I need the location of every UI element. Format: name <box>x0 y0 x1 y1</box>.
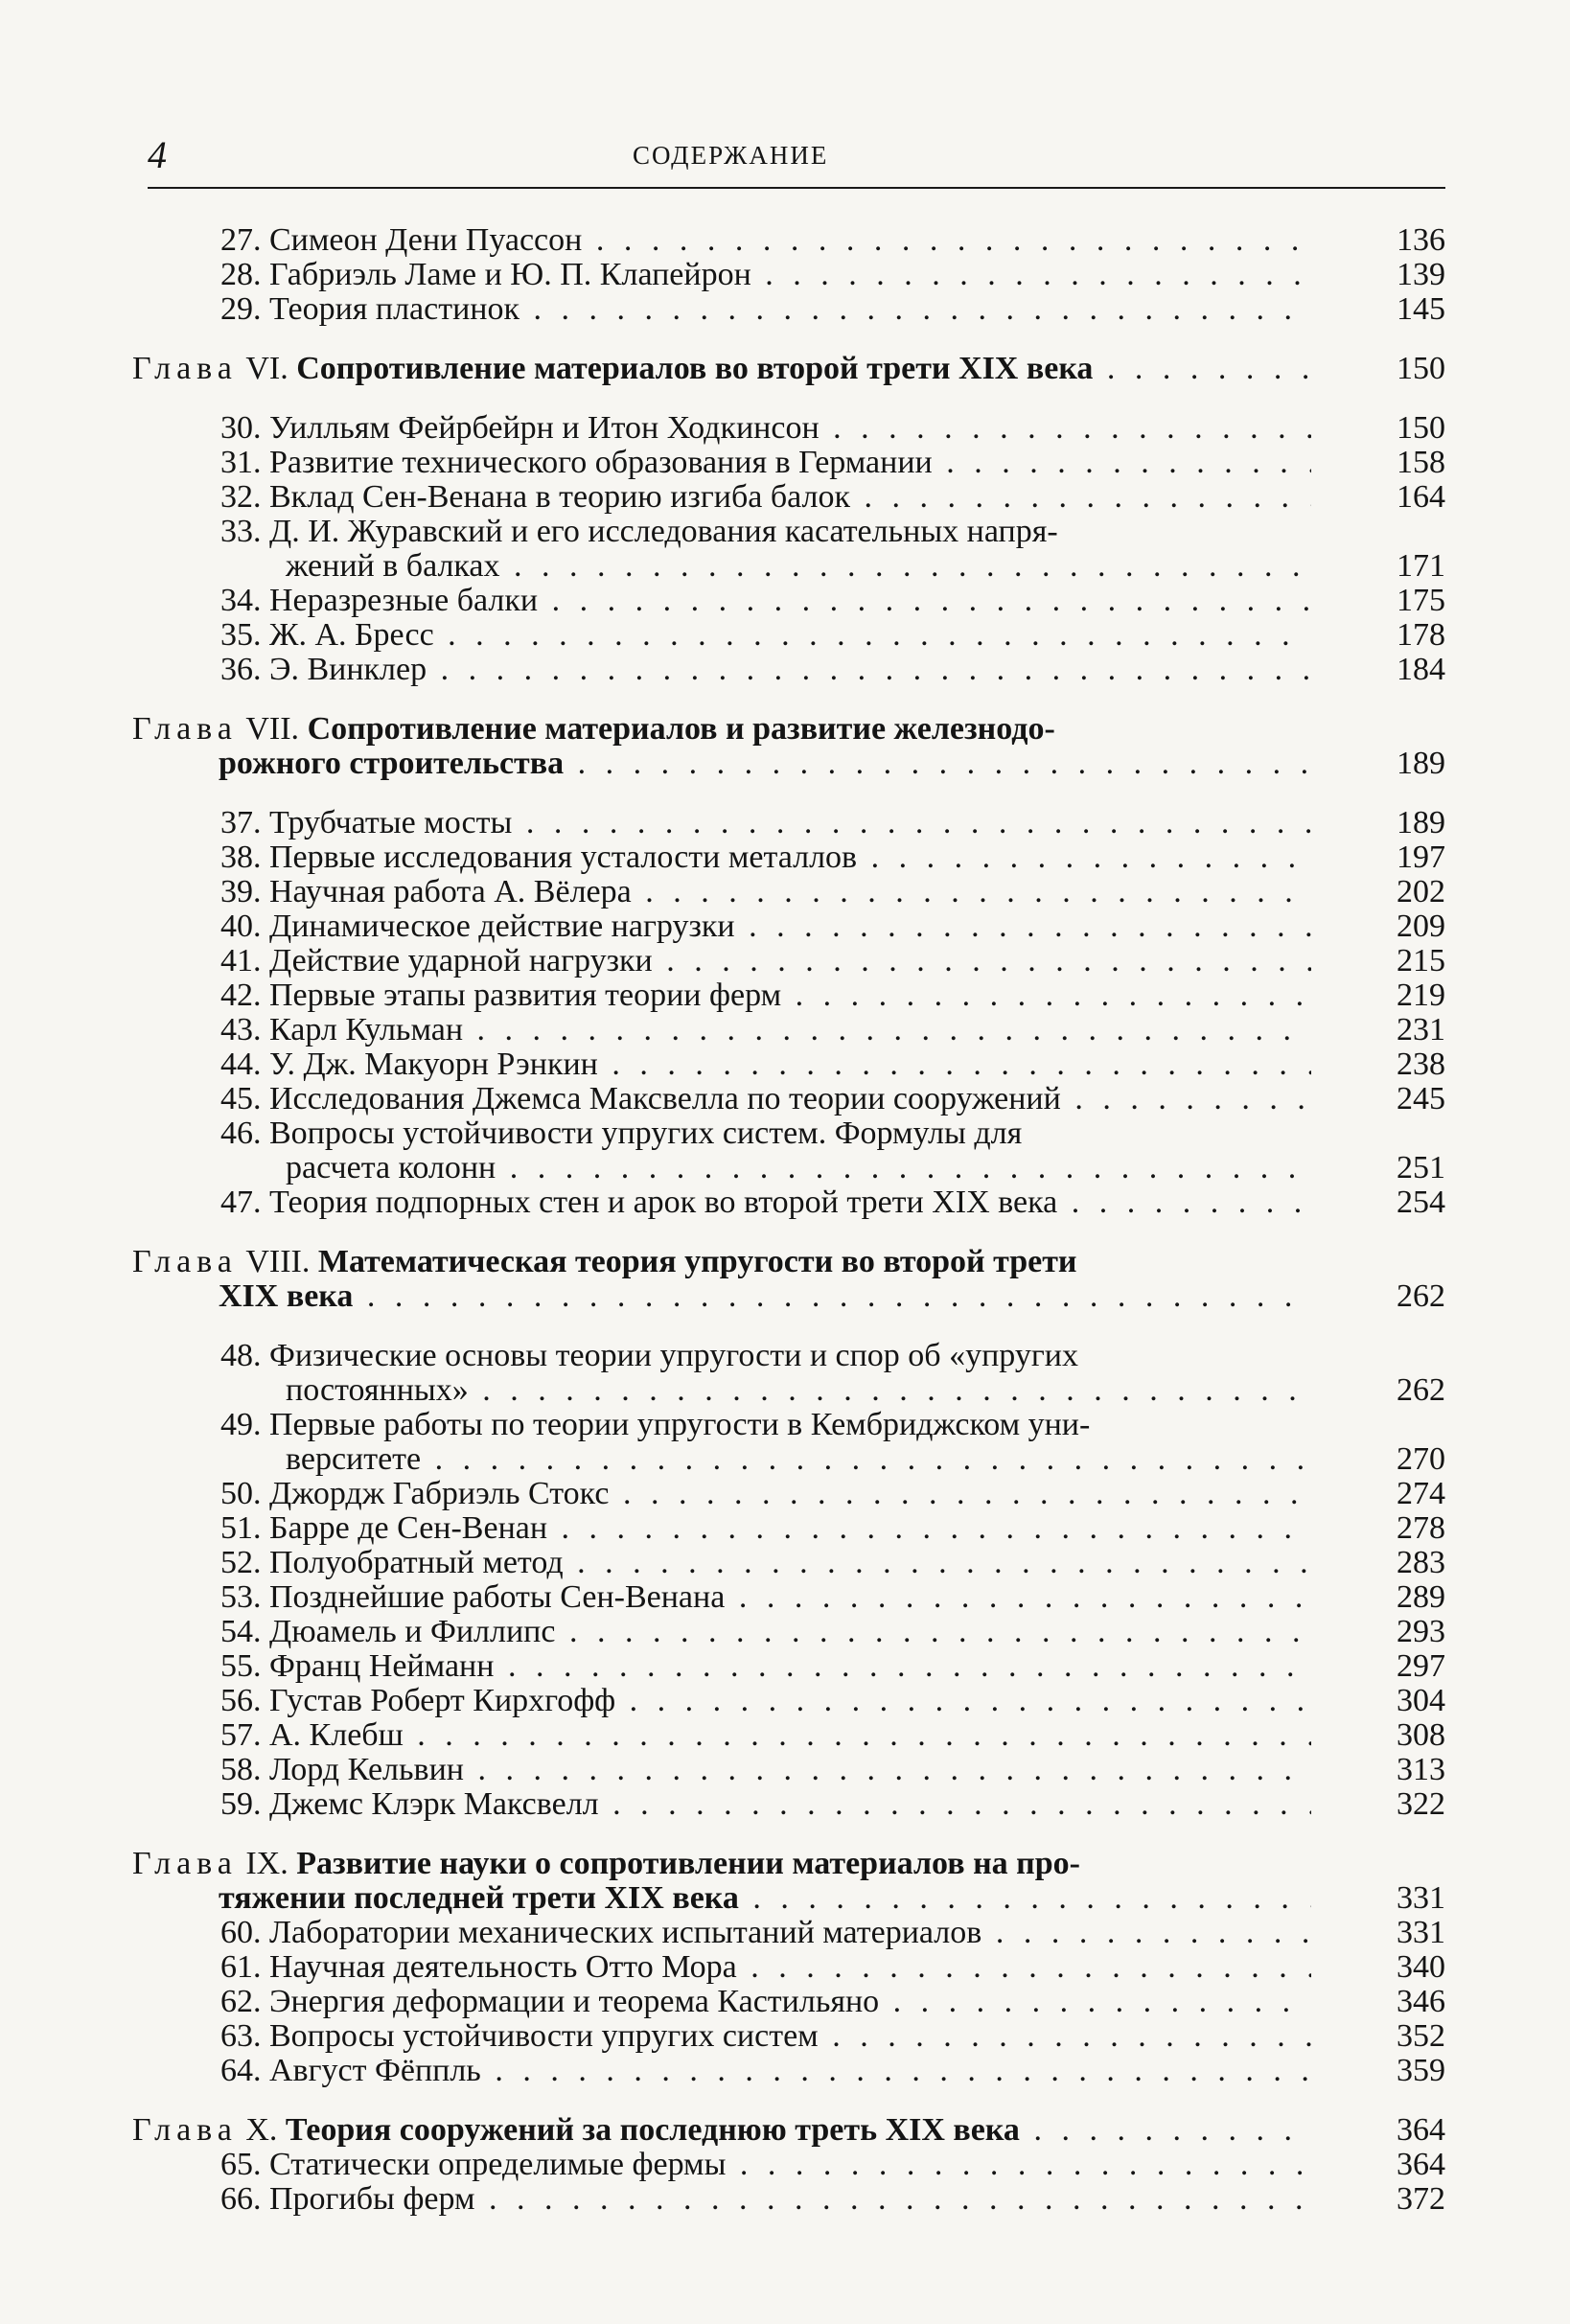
section-number: 33. <box>220 515 262 549</box>
chapter-heading-line[interactable] <box>132 1847 1445 1881</box>
toc-entry[interactable] <box>209 1408 1445 1442</box>
toc-entry-title <box>209 1339 1311 1373</box>
toc-entry-title <box>209 840 1311 875</box>
section-number: 39. <box>220 875 262 909</box>
chapter-heading-line[interactable] <box>132 712 1445 747</box>
section-title: Динамическое действие нагрузки <box>269 909 735 944</box>
section-number: 52. <box>220 1546 262 1580</box>
toc-entry-title <box>209 2182 1311 2217</box>
page-ref: 189 <box>1397 805 1445 840</box>
section-title: Полуобратный метод <box>269 1546 564 1580</box>
toc-entry[interactable] <box>209 1580 1445 1615</box>
toc-entry-title <box>209 292 1311 327</box>
page-ref: 178 <box>1397 617 1445 653</box>
toc-entry[interactable] <box>209 944 1445 978</box>
toc-entry[interactable] <box>209 806 1445 840</box>
toc-entry[interactable] <box>209 223 1445 258</box>
section-title: Научная деятельность Отто Мора <box>269 1950 737 1985</box>
section-number: 65. <box>220 2148 262 2182</box>
toc-entry-title <box>209 1546 1311 1580</box>
toc-entry[interactable] <box>209 549 1445 584</box>
page-ref: 215 <box>1397 943 1445 978</box>
page-ref: 254 <box>1397 1185 1445 1220</box>
chapter-number: VIII. <box>245 1245 311 1279</box>
toc-entry-title <box>209 875 1311 909</box>
chapter-title-continued: рожного строительства <box>219 747 565 781</box>
page-ref: 270 <box>1397 1441 1445 1477</box>
chapter-heading-line[interactable] <box>132 351 1445 386</box>
section-title: Теория пластинок <box>269 292 520 327</box>
page-ref: 197 <box>1397 840 1445 875</box>
toc-entry[interactable] <box>209 480 1445 515</box>
toc-entry-title <box>209 1615 1311 1649</box>
section-title: Лорд Кельвин <box>269 1753 464 1787</box>
section-title: Первые этапы развития теории ферм <box>269 978 782 1013</box>
section-title: Густав Роберт Кирхгофф <box>269 1684 616 1718</box>
toc-entry-title <box>209 1151 1311 1185</box>
toc-entry[interactable] <box>209 1615 1445 1649</box>
toc-entry[interactable] <box>209 1047 1445 1082</box>
section-title: Вопросы устойчивости упругих систем <box>269 2019 819 2054</box>
toc-entry[interactable] <box>209 978 1445 1013</box>
section-title: А. Клебш <box>269 1718 404 1753</box>
toc-entry-title <box>209 223 1311 258</box>
chapter-number: VI. <box>245 352 289 386</box>
section-title: Научная работа А. Вёлера <box>269 875 632 909</box>
section-number: 50. <box>220 1477 262 1511</box>
section-number: 62. <box>220 1985 262 2019</box>
section-title: Развитие технического образования в Германии <box>269 446 933 480</box>
section-title: Джордж Габриэль Стокс <box>269 1477 610 1511</box>
toc-entry-title <box>209 2019 1311 2054</box>
chapter-heading-line[interactable] <box>209 1881 1445 1916</box>
toc-entry-title <box>209 2054 1311 2088</box>
toc-entry-title <box>209 1408 1311 1442</box>
section-title: Прогибы ферм <box>269 2182 475 2217</box>
toc-entry[interactable] <box>209 411 1445 446</box>
section-title: Франц Нейманн <box>269 1649 495 1684</box>
section-title: верситете <box>286 1442 422 1477</box>
section-title: Действие ударной нагрузки <box>269 944 653 978</box>
section-number: 46. <box>220 1116 262 1151</box>
section-number: 61. <box>220 1950 262 1985</box>
page-ref: 278 <box>1397 1510 1445 1546</box>
page-ref: 262 <box>1397 1372 1445 1408</box>
section-number: 55. <box>220 1649 262 1684</box>
header-rule <box>148 187 1445 189</box>
section-title: Теория подпорных стен и арок во второй трети XIX века <box>269 1185 1058 1220</box>
page-ref: 145 <box>1397 291 1445 327</box>
section-number: 43. <box>220 1013 262 1047</box>
section-title: расчета колонн <box>286 1151 496 1185</box>
section-number: 31. <box>220 446 262 480</box>
section-title: жений в балках <box>286 549 500 584</box>
section-title: Габриэль Ламе и Ю. П. Клапейрон <box>269 258 751 292</box>
toc-entry-title <box>209 1950 1311 1985</box>
section-title: Вопросы устойчивости упругих систем. Формулы для <box>269 1116 1023 1151</box>
chapter-title-continued: XIX века <box>219 1279 354 1314</box>
section-title: Вклад Сен-Венана в теорию изгиба балок <box>269 480 851 515</box>
section-title: Трубчатые мосты <box>269 806 513 840</box>
section-number: 48. <box>220 1339 262 1373</box>
chapter-label: Глава <box>132 1847 238 1881</box>
page-ref: 297 <box>1397 1648 1445 1684</box>
page-ref: 251 <box>1397 1150 1445 1185</box>
section-number: 35. <box>220 618 262 653</box>
toc-entry-title <box>132 1847 1311 1881</box>
section-number: 28. <box>220 258 262 292</box>
toc-entry-title <box>209 1082 1311 1116</box>
page-ref: 139 <box>1397 257 1445 292</box>
page-ref: 293 <box>1397 1614 1445 1649</box>
page-ref: 150 <box>1397 351 1445 386</box>
page-ref: 346 <box>1397 1984 1445 2019</box>
toc-entry[interactable] <box>209 2148 1445 2182</box>
section-title: Симеон Дени Пуассон <box>269 223 583 258</box>
page-ref: 308 <box>1397 1717 1445 1753</box>
section-title: Первые работы по теории упругости в Кембриджском уни- <box>269 1408 1091 1442</box>
toc-entry-title <box>209 2148 1311 2182</box>
page-ref: 304 <box>1397 1683 1445 1718</box>
chapter-number: X. <box>245 2113 278 2148</box>
toc-entry-title <box>132 712 1311 747</box>
section-number: 42. <box>220 978 262 1013</box>
page-ref: 364 <box>1397 2112 1445 2148</box>
section-number: 32. <box>220 480 262 515</box>
chapter-title: Сопротивление материалов во второй трети XIX века <box>296 352 1094 386</box>
toc-entry-title <box>209 1916 1311 1950</box>
chapter-heading-line[interactable] <box>132 1245 1445 1279</box>
chapter-number: VII. <box>245 712 300 747</box>
section-title: У. Дж. Макуорн Рэнкин <box>269 1047 598 1082</box>
toc-entry[interactable] <box>209 618 1445 653</box>
section-title: Позднейшие работы Сен-Венана <box>269 1580 726 1615</box>
toc-entry[interactable] <box>209 1185 1445 1220</box>
section-title: Дюамель и Филлипс <box>269 1615 556 1649</box>
toc-entry[interactable] <box>209 2182 1445 2217</box>
section-title: постоянных» <box>286 1373 469 1408</box>
page-ref: 372 <box>1397 2181 1445 2217</box>
toc-entry-title <box>209 1649 1311 1684</box>
page-ref: 219 <box>1397 978 1445 1013</box>
section-title: Ж. А. Бресс <box>269 618 434 653</box>
toc-entry-title <box>209 1718 1311 1753</box>
chapter-heading-line[interactable] <box>209 747 1445 781</box>
toc-entry[interactable] <box>209 1649 1445 1684</box>
toc-entry[interactable] <box>209 1916 1445 1950</box>
section-number: 36. <box>220 653 262 687</box>
toc-entry-title <box>132 352 1311 386</box>
toc-entry-title <box>209 515 1311 549</box>
chapter-heading-line[interactable] <box>209 1279 1445 1314</box>
toc-entry-title <box>209 480 1311 515</box>
page-ref: 352 <box>1397 2018 1445 2054</box>
toc-entry-title <box>209 1787 1311 1822</box>
section-number: 38. <box>220 840 262 875</box>
toc-entry-title <box>209 944 1311 978</box>
page-ref: 184 <box>1397 652 1445 687</box>
toc-entry[interactable] <box>209 1013 1445 1047</box>
section-number: 34. <box>220 584 262 618</box>
chapter-title: Развитие науки о сопротивлении материалов на про- <box>296 1847 1080 1881</box>
toc-entry-title <box>209 258 1311 292</box>
section-number: 56. <box>220 1684 262 1718</box>
toc-entry-title <box>209 1511 1311 1546</box>
chapter-label: Глава <box>132 1245 238 1279</box>
toc-entry-title <box>209 1279 1311 1314</box>
section-number: 54. <box>220 1615 262 1649</box>
section-number: 37. <box>220 806 262 840</box>
page-ref: 175 <box>1397 583 1445 618</box>
page-ref: 262 <box>1397 1278 1445 1314</box>
toc-entry[interactable] <box>209 1950 1445 1985</box>
chapter-title-continued: тяжении последней трети XIX века <box>219 1881 739 1916</box>
toc-entry-title <box>209 978 1311 1013</box>
toc-entry[interactable] <box>209 1684 1445 1718</box>
toc-entry[interactable] <box>209 1546 1445 1580</box>
toc-entry[interactable] <box>209 1718 1445 1753</box>
page-ref: 313 <box>1397 1752 1445 1787</box>
section-number: 57. <box>220 1718 262 1753</box>
section-title: Август Фёппль <box>269 2054 481 2088</box>
toc-entry-title <box>209 1684 1311 1718</box>
page-ref: 209 <box>1397 909 1445 944</box>
toc-entry-title <box>209 1753 1311 1787</box>
running-title: СОДЕРЖАНИЕ <box>633 141 829 170</box>
toc-entry[interactable] <box>209 1511 1445 1546</box>
page-ref: 150 <box>1397 410 1445 446</box>
section-number: 47. <box>220 1185 262 1220</box>
toc-entry-title <box>209 747 1311 781</box>
toc-entry[interactable] <box>209 653 1445 687</box>
page-ref: 274 <box>1397 1476 1445 1511</box>
page-ref: 359 <box>1397 2053 1445 2088</box>
toc-entry-title <box>209 653 1311 687</box>
table-of-contents <box>132 222 1445 2217</box>
section-number: 63. <box>220 2019 262 2054</box>
toc-entry-title <box>209 1442 1311 1477</box>
section-title: Статически определимые фермы <box>269 2148 727 2182</box>
toc-entry-title <box>209 1985 1311 2019</box>
page-ref: 322 <box>1397 1786 1445 1822</box>
toc-entry[interactable] <box>209 875 1445 909</box>
section-title: Исследования Джемса Максвелла по теории сооружений <box>269 1082 1061 1116</box>
section-number: 51. <box>220 1511 262 1546</box>
toc-entry[interactable] <box>209 446 1445 480</box>
toc-entry-title <box>209 1047 1311 1082</box>
section-title: Карл Кульман <box>269 1013 464 1047</box>
toc-entry[interactable] <box>209 1116 1445 1151</box>
toc-entry[interactable] <box>209 1082 1445 1116</box>
page-ref: 245 <box>1397 1081 1445 1116</box>
toc-entry[interactable] <box>209 258 1445 292</box>
section-title: Энергия деформации и теорема Кастильяно <box>269 1985 880 2019</box>
toc-entry[interactable] <box>209 840 1445 875</box>
chapter-label: Глава <box>132 2113 238 2148</box>
page-ref: 238 <box>1397 1047 1445 1082</box>
page-ref: 331 <box>1397 1915 1445 1950</box>
section-number: 49. <box>220 1408 262 1442</box>
toc-entry-title <box>209 584 1311 618</box>
chapter-title: Теория сооружений за последнюю треть XIX века <box>285 2113 1020 2148</box>
page-ref: 171 <box>1397 548 1445 584</box>
section-number: 66. <box>220 2182 262 2217</box>
section-title: Физические основы теории упругости и спор об «упругих <box>269 1339 1078 1373</box>
toc-entry[interactable] <box>209 1373 1445 1408</box>
toc-entry-title <box>209 1373 1311 1408</box>
page-ref: 331 <box>1397 1880 1445 1916</box>
toc-entry[interactable] <box>209 1477 1445 1511</box>
toc-entry[interactable] <box>209 584 1445 618</box>
chapter-heading-line[interactable] <box>132 2112 1445 2148</box>
toc-entry-title <box>209 411 1311 446</box>
section-number: 27. <box>220 223 262 258</box>
toc-entry-title <box>209 1477 1311 1511</box>
page-ref: 164 <box>1397 479 1445 515</box>
page-ref: 340 <box>1397 1949 1445 1985</box>
toc-entry[interactable] <box>209 1753 1445 1787</box>
toc-entry[interactable] <box>209 1787 1445 1822</box>
toc-entry-title <box>209 1881 1311 1916</box>
toc-entry[interactable] <box>209 515 1445 549</box>
section-number: 29. <box>220 292 262 327</box>
toc-entry[interactable] <box>209 1985 1445 2019</box>
toc-entry-title <box>209 1185 1311 1220</box>
page-ref: 158 <box>1397 445 1445 480</box>
toc-entry-title <box>209 618 1311 653</box>
toc-entry[interactable] <box>209 1339 1445 1373</box>
section-title: Д. И. Журавский и его исследования касательных напря- <box>269 515 1058 549</box>
page-ref: 289 <box>1397 1579 1445 1615</box>
toc-entry-title <box>209 909 1311 944</box>
section-title: Первые исследования усталости металлов <box>269 840 858 875</box>
section-title: Неразрезные балки <box>269 584 539 618</box>
section-title: Лаборатории механических испытаний материалов <box>269 1916 982 1950</box>
section-number: 59. <box>220 1787 262 1822</box>
page-ref: 283 <box>1397 1545 1445 1580</box>
toc-entry[interactable] <box>209 1442 1445 1477</box>
chapter-label: Глава <box>132 352 238 386</box>
toc-entry-title <box>209 806 1311 840</box>
chapter-title: Математическая теория упругости во второй трети <box>317 1245 1077 1279</box>
chapter-label: Глава <box>132 712 238 747</box>
section-number: 40. <box>220 909 262 944</box>
section-number: 53. <box>220 1580 262 1615</box>
section-title: Барре де Сен-Венан <box>269 1511 548 1546</box>
toc-entry[interactable] <box>209 1151 1445 1185</box>
toc-entry-title <box>209 446 1311 480</box>
toc-entry-title <box>209 1116 1311 1151</box>
toc-entry-title <box>132 1245 1311 1279</box>
toc-entry[interactable] <box>209 2054 1445 2088</box>
page-ref: 189 <box>1397 746 1445 781</box>
section-number: 58. <box>220 1753 262 1787</box>
toc-entry-title <box>209 1580 1311 1615</box>
section-title: Уилльям Фейрбейрн и Итон Ходкинсон <box>269 411 820 446</box>
section-title: Э. Винклер <box>269 653 427 687</box>
toc-entry[interactable] <box>209 2019 1445 2054</box>
page-ref: 364 <box>1397 2147 1445 2182</box>
page-number: 4 <box>148 133 167 176</box>
section-number: 45. <box>220 1082 262 1116</box>
chapter-number: IX. <box>245 1847 289 1881</box>
page-ref: 202 <box>1397 874 1445 909</box>
section-number: 60. <box>220 1916 262 1950</box>
section-number: 44. <box>220 1047 262 1082</box>
toc-entry[interactable] <box>209 909 1445 944</box>
section-number: 41. <box>220 944 262 978</box>
page-ref: 136 <box>1397 222 1445 258</box>
section-number: 30. <box>220 411 262 446</box>
toc-entry[interactable] <box>209 292 1445 327</box>
toc-entry-title <box>132 2113 1311 2148</box>
toc-entry-title <box>209 1013 1311 1047</box>
chapter-title: Сопротивление материалов и развитие железнодо- <box>307 712 1055 747</box>
section-title: Джемс Клэрк Максвелл <box>269 1787 599 1822</box>
section-number: 64. <box>220 2054 262 2088</box>
toc-entry-title <box>209 549 1311 584</box>
page-ref: 231 <box>1397 1012 1445 1047</box>
